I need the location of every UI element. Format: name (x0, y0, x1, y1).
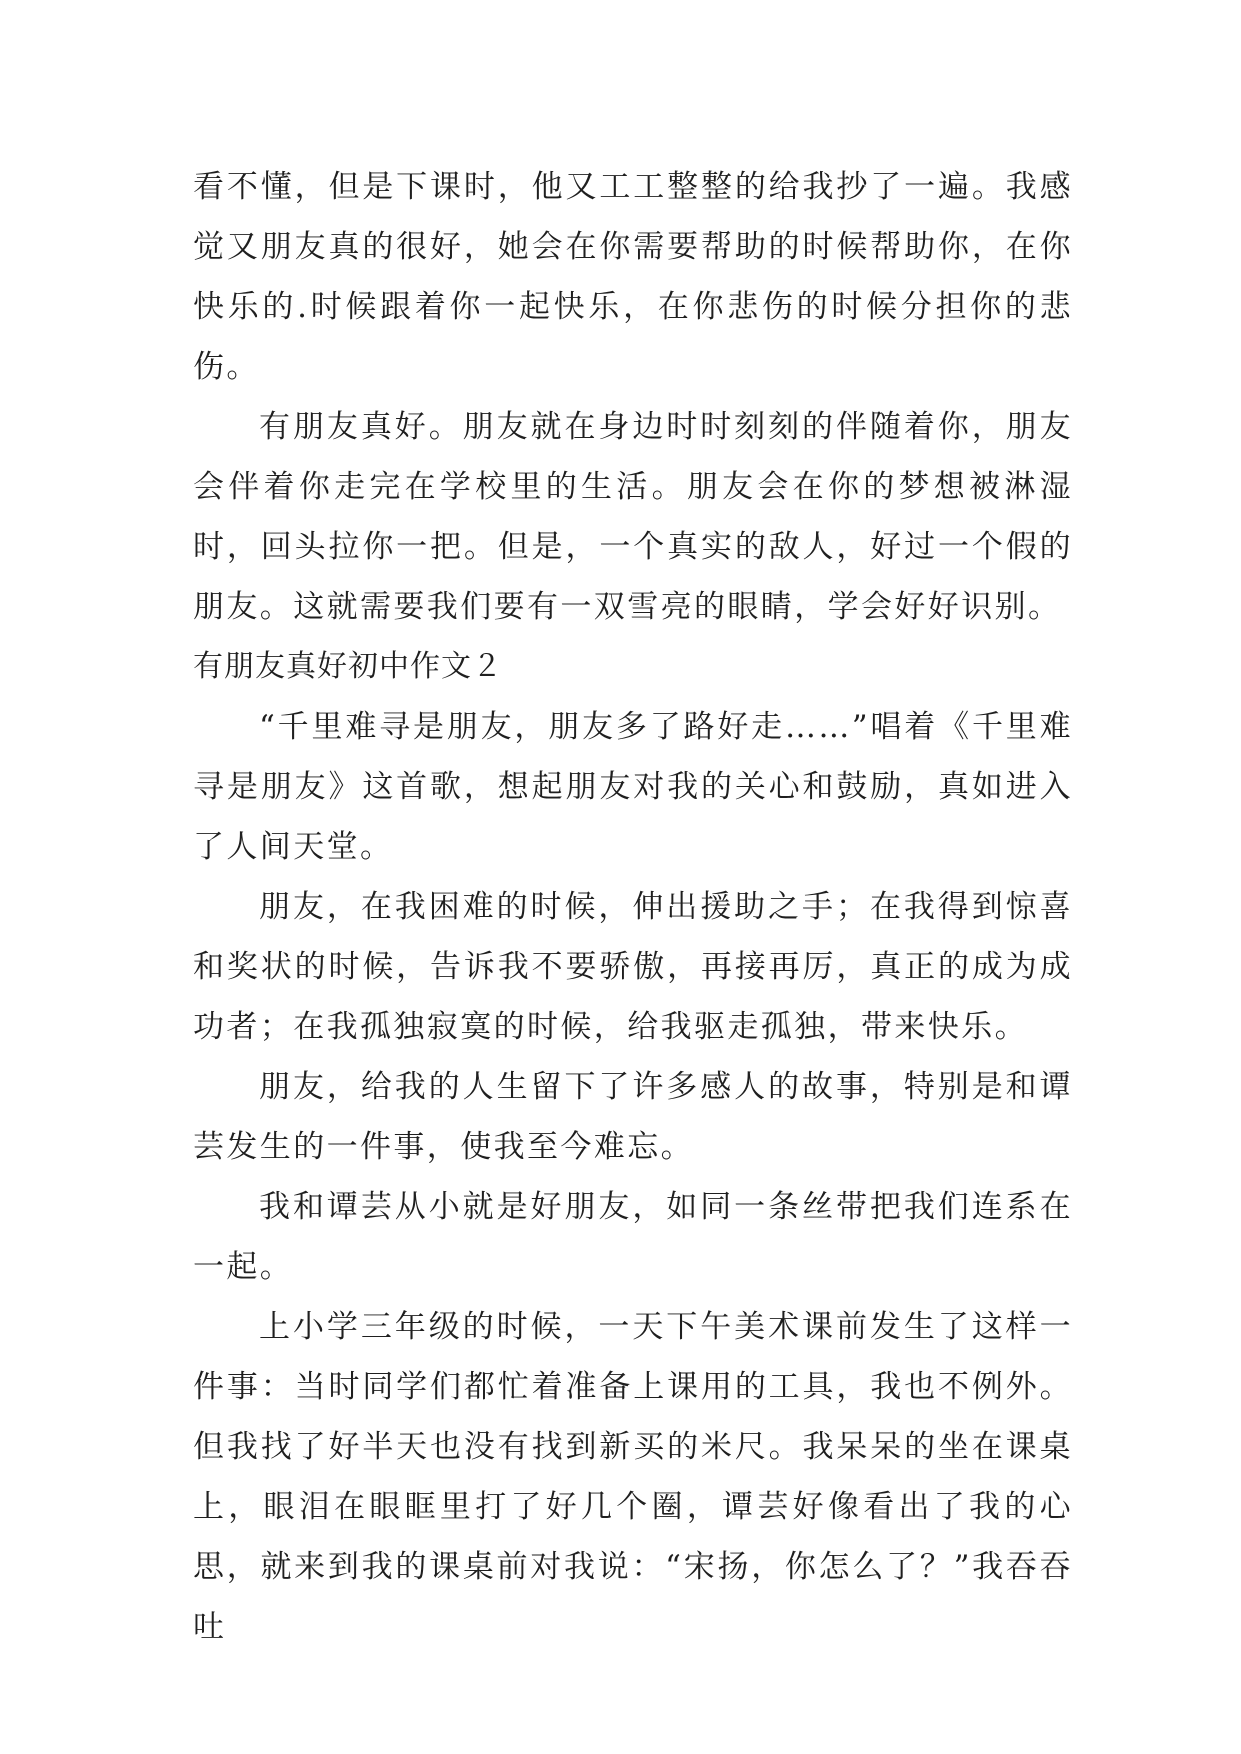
paragraph: 有朋友真好。朋友就在身边时时刻刻的伴随着你，朋友会伴着你走完在学校里的生活。朋友会在你的梦想被淋湿时，回头拉你一把。但是，一个真实的敌人，好过一个假的朋友。这就需要我们要有一双雪亮的眼睛，学会好好识别。 (193, 409, 1073, 625)
paragraph: 朋友，在我困难的时候，伸出援助之手；在我得到惊喜和奖状的时候，告诉我不要骄傲，再接再厉，真正的成为成功者；在我孤独寂寞的时候，给我驱走孤独，带来快乐。 (193, 889, 1073, 1045)
paragraph: 我和谭芸从小就是好朋友，如同一条丝带把我们连系在一起。 (193, 1189, 1073, 1285)
paragraph: 上小学三年级的时候，一天下午美术课前发生了这样一件事：当时同学们都忙着准备上课用的工具，我也不例外。但我找了好半天也没有找到新买的米尺。我呆呆的坐在课桌上，眼泪在眼眶里打了好几个圈，谭芸好像看出了我的心思，就来到我的课桌前对我说：“宋扬，你怎么了？”我吞吞吐 (193, 1309, 1073, 1645)
paragraph: “千里难寻是朋友，朋友多了路好走……”唱着《千里难寻是朋友》这首歌，想起朋友对我的关心和鼓励，真如进入了人间天堂。 (193, 709, 1073, 865)
paragraph: 看不懂，但是下课时，他又工工整整的给我抄了一遍。我感觉又朋友真的很好，她会在你需要帮助的时候帮助你，在你快乐的.时候跟着你一起快乐，在你悲伤的时候分担你的悲伤。 (193, 169, 1073, 385)
paragraph: 朋友，给我的人生留下了许多感人的故事，特别是和谭芸发生的一件事，使我至今难忘。 (193, 1069, 1073, 1165)
essay-title: 有朋友真好初中作文２ (193, 649, 503, 684)
document-body (193, 157, 1073, 1657)
